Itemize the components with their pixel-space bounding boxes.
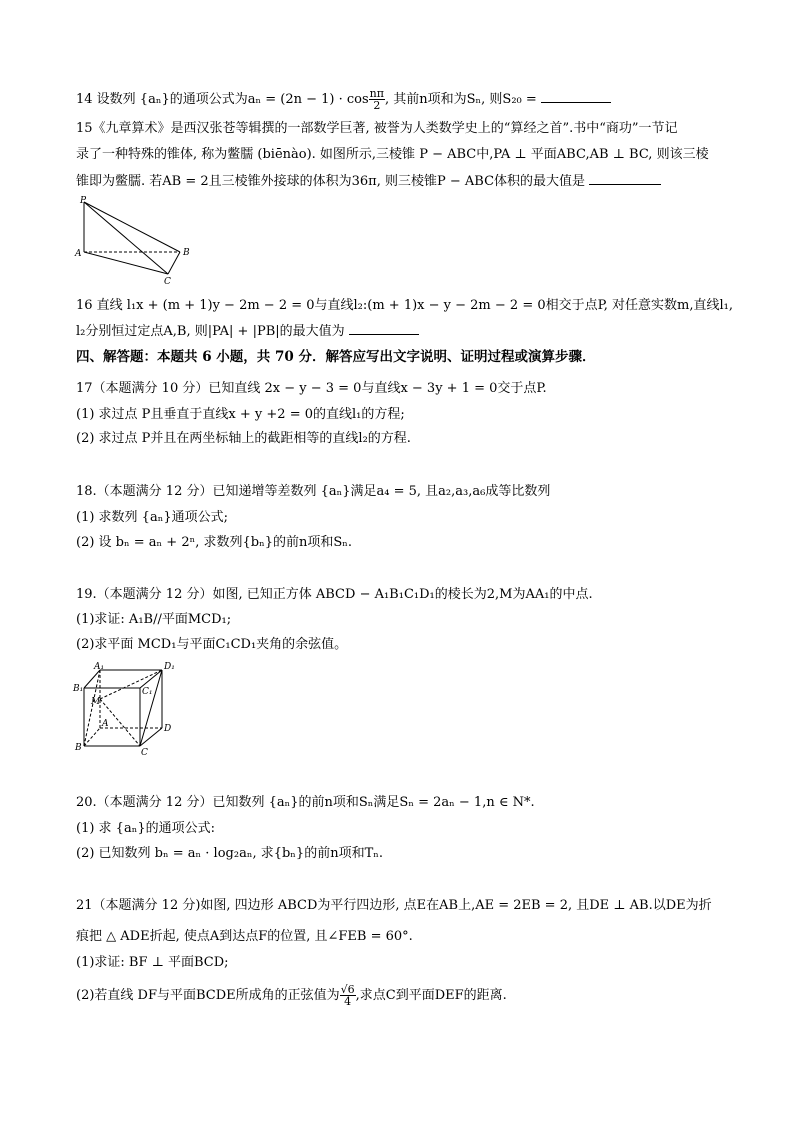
edge-CD [140, 728, 162, 746]
q21-stem1: 21（本题满分 12 分)如图, 四边形 ABCD为平行四边形, 点E在AB上,AE = 2EB = 2, 且DE ⊥ AB.以DE为折 [76, 898, 712, 913]
q20-part2: (2) 已知数列 bₙ = aₙ · log₂aₙ, 求{bₙ}的前n项和Tₙ. [76, 846, 383, 861]
q14-frac-num: nπ [369, 87, 384, 100]
q14-line [76, 88, 611, 111]
q20-part1: (1) 求 {aₙ}的通项公式: [76, 821, 215, 836]
q15-line2: 录了一种特殊的锥体, 称为鳖臑 (biēnào). 如图所示,三棱锥 P − ABC中,PA ⊥ 平面ABC,AB ⊥ BC, 则该三棱 [76, 147, 709, 162]
q15-line1: 15《九章算术》是西汉张苍等辑撰的一部数学巨著, 被誉为人类数学史上的“算经之首”.书中“商功”一节记 [76, 121, 678, 136]
q18-part1: (1) 求数列 {aₙ}通项公式; [76, 510, 228, 525]
edge-BA [84, 728, 100, 746]
section4-title: 四、解答题：本题共 6 小题，共 70 分．解答应写出文字说明、证明过程或演算步骤． [76, 349, 596, 365]
label-B: B [183, 248, 190, 258]
q19-part2: (2)求平面 MCD₁与平面C₁CD₁夹角的余弦值。 [76, 637, 348, 652]
q21-part2-pre: (2)若直线 DF与平面BCDE所成角的正弦值为 [76, 988, 340, 1003]
edge-B1A1 [84, 670, 100, 688]
q21-frac-num: √6 [340, 983, 355, 996]
q15-line3 [76, 172, 661, 191]
edge-BA1 [84, 670, 100, 746]
edge-BC [168, 252, 180, 274]
q21-stem2: 痕把 △ ADE折起, 使点A到达点F的位置, 且∠FEB = 60°. [76, 929, 413, 944]
label-M: M [91, 697, 101, 707]
q17-part2: (2) 求过点 P并且在两坐标轴上的截距相等的直线l₂的方程. [76, 431, 411, 446]
edge-PB [84, 202, 180, 252]
q14-frac-den: 2 [373, 99, 381, 112]
label-D1: D₁ [164, 662, 175, 672]
label-C: C [164, 277, 171, 286]
q14-fraction [369, 88, 385, 111]
label-D: D [164, 724, 172, 734]
label-B: B [75, 743, 82, 753]
q14-answer-blank[interactable] [541, 90, 611, 103]
label-A: A [102, 719, 109, 729]
label-A1: A₁ [94, 662, 105, 672]
q15-answer-blank[interactable] [589, 172, 661, 185]
q18-part2: (2) 设 bₙ = aₙ + 2ⁿ, 求数列{bₙ}的前n项和Sₙ. [76, 535, 352, 550]
q21-part2-post: ,求点C到平面DEF的距离. [355, 988, 507, 1003]
edge-CD1 [140, 670, 162, 746]
q20-stem: 20.（本题满分 12 分）已知数列 {aₙ}的前n项和Sₙ满足Sₙ = 2aₙ − 1,n ∈ N*. [76, 795, 535, 810]
q19-cube-figure [72, 660, 182, 756]
q18-stem: 18.（本题满分 12 分）已知递增等差数列 {aₙ}满足a₄ = 5, 且a₂,a₃,a₆成等比数列 [76, 484, 551, 499]
q14-post: , 其前n项和为Sₙ, 则S₂₀ = [384, 92, 537, 107]
q16-line2 [76, 322, 419, 341]
q21-part1: (1)求证: BF ⊥ 平面BCD; [76, 955, 229, 970]
label-C: C [141, 748, 148, 756]
q16-line1: 16 直线 l₁x + (m + 1)y − 2m − 2 = 0与直线l₂:(m + 1)x − y − 2m − 2 = 0相交于点P, 对任意实数m,直线l₁, [76, 298, 733, 313]
q15-tetrahedron-figure [72, 194, 202, 286]
label-P: P [80, 196, 87, 206]
edge-MD1 [100, 670, 162, 699]
label-A: A [75, 249, 82, 259]
q19-stem: 19.（本题满分 12 分）如图, 已知正方体 ABCD − A₁B₁C₁D₁的棱长为2,M为AA₁的中点. [76, 587, 593, 602]
q16-line2-text: l₂分别恒过定点A,B, 则|PA| + |PB|的最大值为 [76, 324, 345, 339]
label-C1: C₁ [142, 687, 153, 697]
label-B1: B₁ [73, 684, 84, 694]
q21-part2 [76, 984, 507, 1007]
q16-answer-blank[interactable] [349, 322, 419, 335]
q17-stem: 17（本题满分 10 分）已知直线 2x − y − 3 = 0与直线x − 3y + 1 = 0交于点P. [76, 381, 547, 396]
q17-part1: (1) 求过点 P且垂直于直线x + y +2 = 0的直线l₁的方程; [76, 407, 405, 422]
q14-pre: 14 设数列 {aₙ}的通项公式为aₙ = (2n − 1) · cos [76, 92, 369, 107]
q19-part1: (1)求证: A₁B//平面MCD₁; [76, 612, 232, 627]
q21-frac-den: 4 [344, 995, 352, 1008]
q15-line3-text: 锥即为鳖臑. 若AB = 2且三棱锥外接球的体积为36π, 则三棱锥P − ABC体积的最大值是 [76, 174, 586, 189]
q21-fraction [340, 984, 356, 1007]
